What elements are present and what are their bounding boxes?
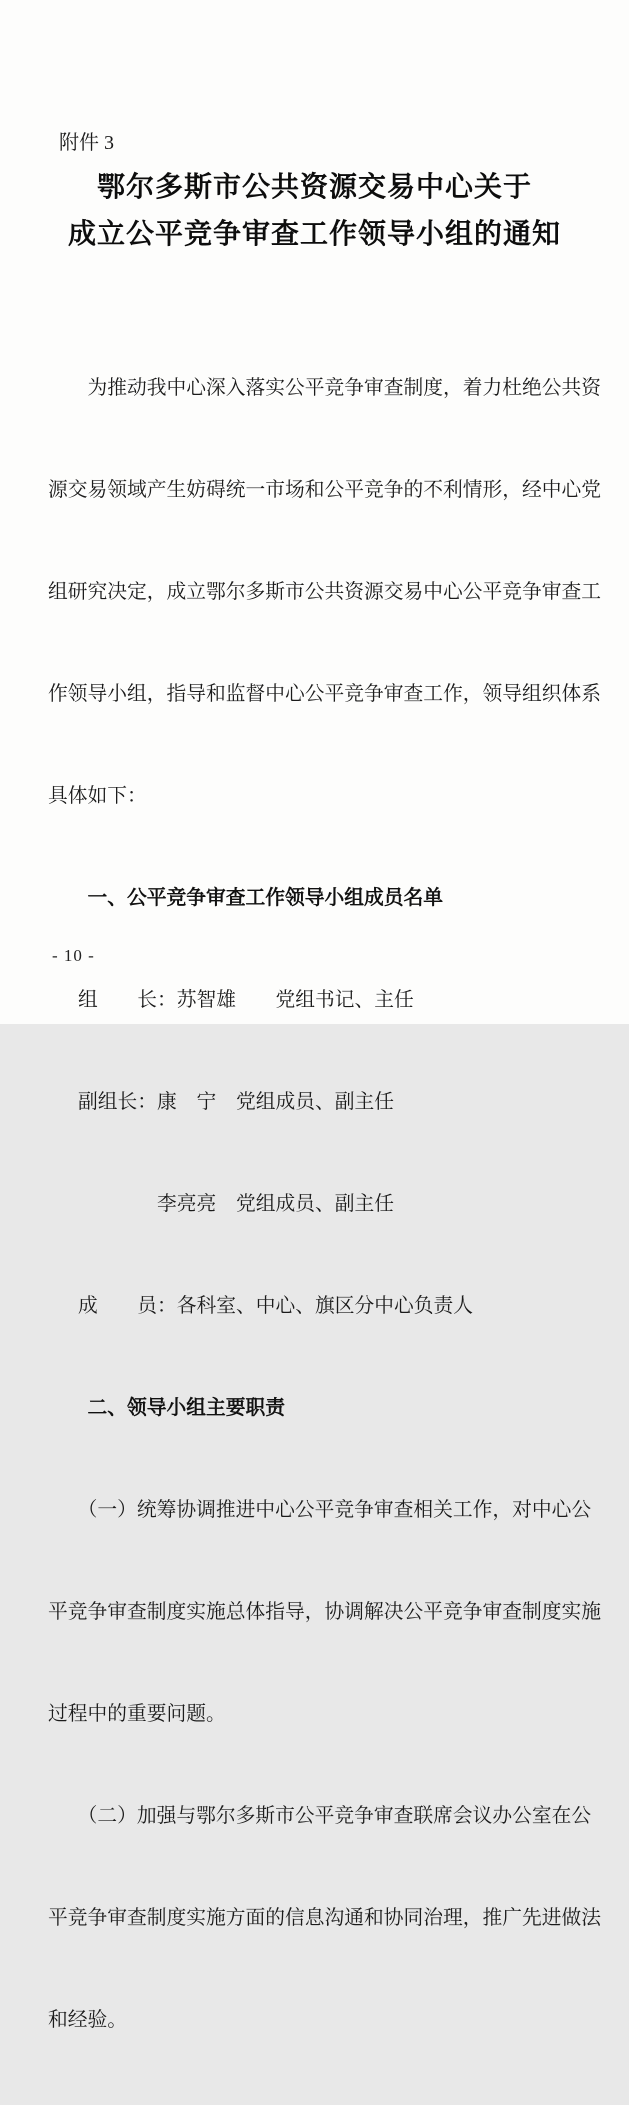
paragraph-line: 和经验。 — [48, 2009, 128, 2031]
paragraph-line: （一）统筹协调推进中心公平竞争审查相关工作，对中心公 — [48, 1499, 592, 1521]
member-line-deputy-2: 李亮亮 党组成员、副主任 — [78, 1193, 395, 1215]
document-title-line-2: 成立公平竞争审查工作领导小组的通知 — [67, 219, 561, 250]
member-line-members: 成 员：各科室、中心、旗区分中心负责人 — [78, 1295, 474, 1317]
document-title — [0, 164, 629, 258]
member-line-deputy-1: 副组长：康 宁 党组成员、副主任 — [78, 1091, 395, 1113]
paragraph-line: 过程中的重要问题。 — [48, 1703, 226, 1725]
paragraph-line: （二）加强与鄂尔多斯市公平竞争审查联席会议办公室在公 — [48, 1805, 592, 1827]
paragraph-line: 源交易领域产生妨碍统一市场和公平竞争的不利情形，经中心党 — [48, 479, 602, 501]
paragraph-line: 为推动我中心深入落实公平竞争审查制度，着力杜绝公共资 — [48, 377, 602, 399]
document-body — [48, 303, 608, 2105]
paragraph-line: 组研究决定，成立鄂尔多斯市公共资源交易中心公平竞争审查工 — [48, 581, 602, 603]
paragraph-line: 具体如下： — [48, 785, 147, 807]
section-heading-1: 一、公平竞争审查工作领导小组成员名单 — [48, 887, 444, 909]
paragraph-line: 平竞争审查制度实施总体指导，协调解决公平竞争审查制度实施 — [48, 1601, 602, 1623]
member-line-leader: 组 长：苏智雄 党组书记、主任 — [78, 989, 414, 1011]
section-heading-2: 二、领导小组主要职责 — [48, 1397, 286, 1419]
attachment-label: 附件 3 — [59, 132, 114, 154]
document-title-line-1: 鄂尔多斯市公共资源交易中心关于 — [96, 172, 532, 203]
paragraph-line: 平竞争审查制度实施方面的信息沟通和协同治理，推广先进做法 — [48, 1907, 602, 1929]
paragraph-line: 作领导小组，指导和监督中心公平竞争审查工作，领导组织体系 — [48, 683, 602, 705]
page-number: - 10 - — [52, 946, 95, 965]
